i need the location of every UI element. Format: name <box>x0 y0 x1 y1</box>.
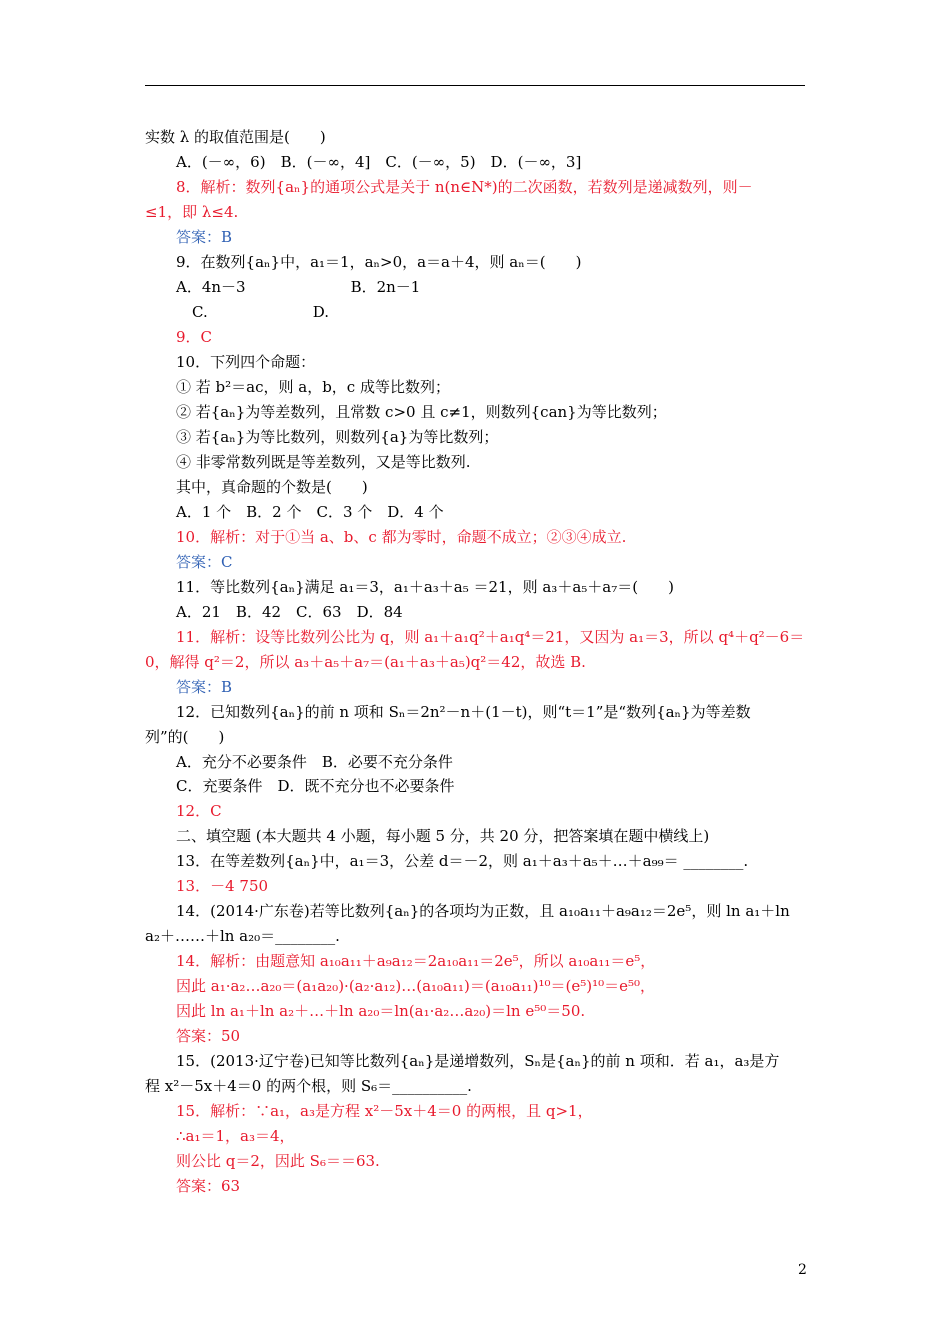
text-line: 答案：50 <box>176 1027 241 1046</box>
text-line: ① 若 b²＝ac，则 a，b，c 成等比数列； <box>176 377 450 396</box>
text-line: 答案：B <box>176 677 233 696</box>
text-line: ≤1，即 λ≤4. <box>145 202 239 221</box>
text-line: 12．已知数列{aₙ}的前 n 项和 Sₙ＝2n²－n＋(1－t)，则“t＝1”是“数列{aₙ}为等差数 <box>176 702 751 721</box>
text-line: A．(－∞，6) B．(－∞，4] C．(－∞，5) D．(－∞，3] <box>176 152 582 171</box>
page-number: 2 <box>798 1262 807 1278</box>
text-line: A．充分不必要条件 B．必要不充分条件 <box>176 752 453 771</box>
text-line: 答案：63 <box>176 1177 241 1196</box>
text-line: C. D. <box>192 302 329 321</box>
text-line: 9．C <box>176 327 213 346</box>
header-rule <box>145 85 805 86</box>
text-line: A．4n－3 B．2n－1 <box>176 277 421 296</box>
text-line: 列”的( ) <box>145 727 225 746</box>
text-line: ④ 非零常数列既是等差数列，又是等比数列. <box>176 452 471 471</box>
text-line: 其中，真命题的个数是( ) <box>176 477 368 496</box>
text-line: 0，解得 q²＝2，所以 a₃＋a₅＋a₇＝(a₁＋a₃＋a₅)q²＝42，故选 B. <box>145 652 586 671</box>
text-line: 13．在等差数列{aₙ}中，a₁＝3，公差 d＝－2，则 a₁＋a₃＋a₅＋…＋a₉₉＝ ________. <box>176 852 749 871</box>
text-line: 则公比 q＝2，因此 S₆＝＝63. <box>176 1152 380 1171</box>
text-line: 10．下列四个命题： <box>176 352 316 371</box>
text-line: 答案：C <box>176 552 233 571</box>
text-line: ② 若{aₙ}为等差数列，且常数 c>0 且 c≠1，则数列{can}为等比数列； <box>176 402 667 421</box>
text-line: 答案：B <box>176 227 233 246</box>
text-line: 11．解析：设等比数列公比为 q，则 a₁＋a₁q²＋a₁q⁴＝21，又因为 a₁＝3，所以 q⁴＋q²－6＝ <box>176 627 805 646</box>
text-line: 程 x²－5x＋4＝0 的两个根，则 S₆＝__________. <box>145 1077 472 1096</box>
text-line: 因此 a₁·a₂…a₂₀＝(a₁a₂₀)·(a₂·a₁₂)…(a₁₀a₁₁)＝(a₁₀a₁₁)¹⁰＝(e⁵)¹⁰＝e⁵⁰， <box>176 977 656 996</box>
text-line: 10．解析：对于①当 a、b、c 都为零时，命题不成立；②③④成立. <box>176 527 627 546</box>
text-line: 8．解析：数列{aₙ}的通项公式是关于 n(n∈N*)的二次函数，若数列是递减数列，则－ <box>176 177 753 196</box>
text-line: C．充要条件 D．既不充分也不必要条件 <box>176 777 455 796</box>
text-line: ③ 若{aₙ}为等比数列，则数列{a}为等比数列； <box>176 427 499 446</box>
text-line: 13．－4 750 <box>176 877 269 896</box>
text-line: 14．(2014·广东卷)若等比数列{aₙ}的各项均为正数，且 a₁₀a₁₁＋a₉a₁₂＝2e⁵，则 ln a₁＋ln <box>176 902 790 921</box>
text-line: 14．解析：由题意知 a₁₀a₁₁＋a₉a₁₂＝2a₁₀a₁₁＝2e⁵，所以 a₁₀a₁₁＝e⁵， <box>176 952 656 971</box>
text-line: 15．(2013·辽宁卷)已知等比数列{aₙ}是递增数列，Sₙ是{aₙ}的前 n 项和．若 a₁，a₃是方 <box>176 1052 780 1071</box>
text-line: A．21 B．42 C．63 D．84 <box>176 602 403 621</box>
text-line: ∴a₁＝1，a₃＝4， <box>176 1127 295 1146</box>
text-line: a₂＋……＋ln a₂₀＝________. <box>145 927 340 946</box>
text-line: A．1 个 B．2 个 C．3 个 D．4 个 <box>176 502 444 521</box>
text-line: 实数 λ 的取值范围是( ) <box>145 128 326 146</box>
text-line: 9．在数列{aₙ}中，a₁＝1，aₙ>0，a＝a＋4，则 aₙ＝( ) <box>176 252 582 271</box>
text-line: 12．C <box>176 802 222 821</box>
text-line: 二、填空题 (本大题共 4 小题，每小题 5 分，共 20 分，把答案填在题中横线上) <box>176 827 710 846</box>
text-line: 因此 ln a₁＋ln a₂＋…＋ln a₂₀＝ln(a₁·a₂…a₂₀)＝ln e⁵⁰＝50. <box>176 1002 586 1021</box>
text-line: 11．等比数列{aₙ}满足 a₁＝3，a₁＋a₃＋a₅ ＝21，则 a₃＋a₅＋a₇＝( ) <box>176 577 674 596</box>
text-line: 15．解析：∵a₁，a₃是方程 x²－5x＋4＝0 的两根，且 q>1， <box>176 1102 593 1121</box>
